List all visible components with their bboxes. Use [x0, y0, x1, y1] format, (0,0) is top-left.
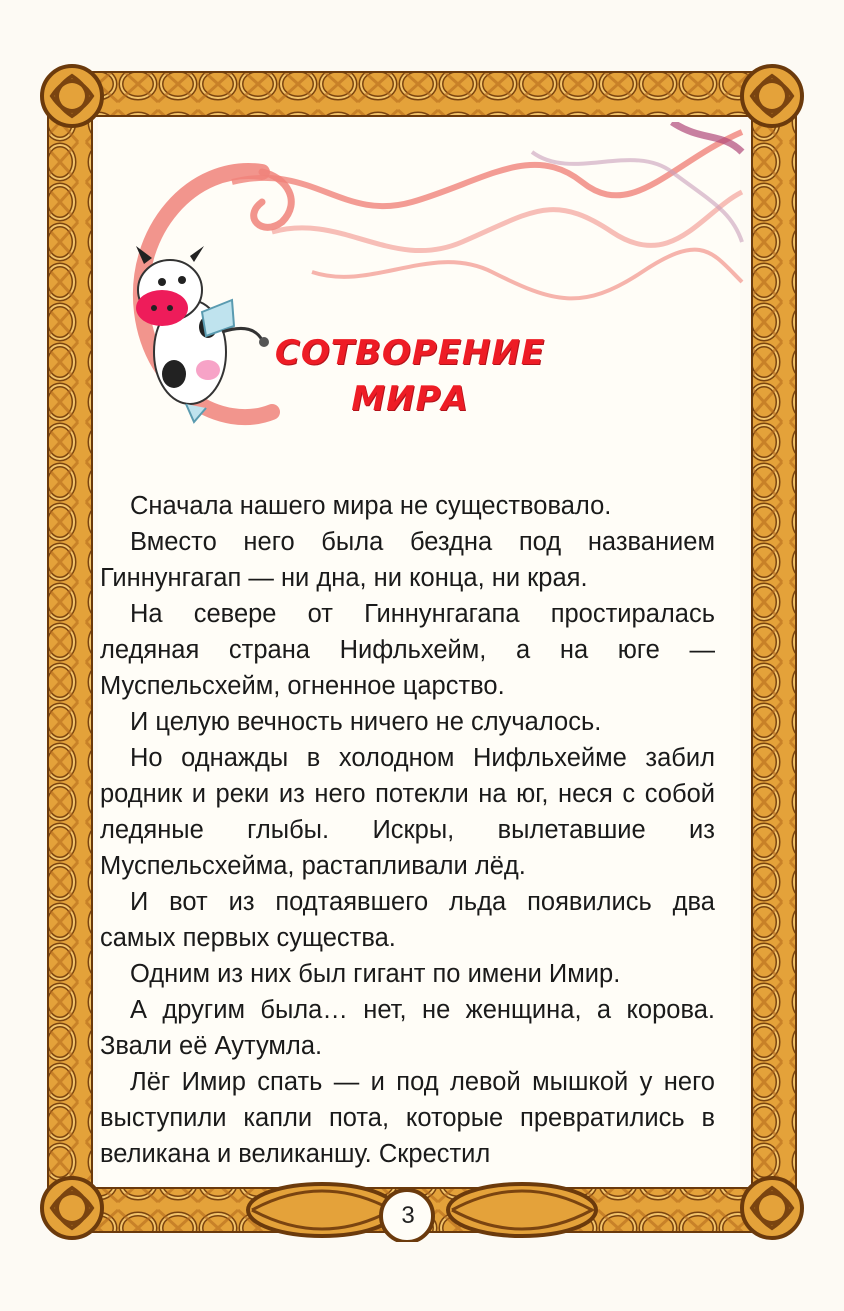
chapter-title-line-1: СОТВОРЕНИЕ — [274, 333, 546, 373]
paragraph: Вместо него была бездна под названием Гиннунгагап — ни дна, ни конца, ни края. — [100, 528, 715, 592]
story-text — [100, 488, 715, 1172]
paragraph: Сначала нашего мира не существовало. — [130, 492, 612, 520]
page-number: 3 — [401, 1202, 415, 1229]
paragraph: На севере от Гиннунгагапа простиралась ледяная страна Нифльхейм, а на юге — Муспельсхейм, огненное царство. — [100, 600, 715, 700]
chapter-title — [270, 330, 550, 422]
paragraph: А другим была… нет, не женщина, а корова. Звали её Аутумла. — [100, 996, 715, 1060]
paragraph: И целую вечность ничего не случалось. — [130, 708, 602, 736]
paragraph: Одним из них был гигант по имени Имир. — [130, 960, 621, 988]
paragraph: Лёг Имир спать — и под левой мышкой у него выступили капли пота, которые превратились в великана и великаншу. Скрестил — [100, 1068, 715, 1168]
paragraph: Но однажды в холодном Нифльхейме забил родник и реки из него потекли на юг, неся с собой ледяные глыбы. Искры, вылетавшие из Муспельсхейма, растапливали лёд. — [100, 744, 715, 880]
chapter-title-line-2: МИРА — [351, 379, 469, 419]
paragraph: И вот из подтаявшего льда появились два самых первых существа. — [100, 888, 715, 952]
